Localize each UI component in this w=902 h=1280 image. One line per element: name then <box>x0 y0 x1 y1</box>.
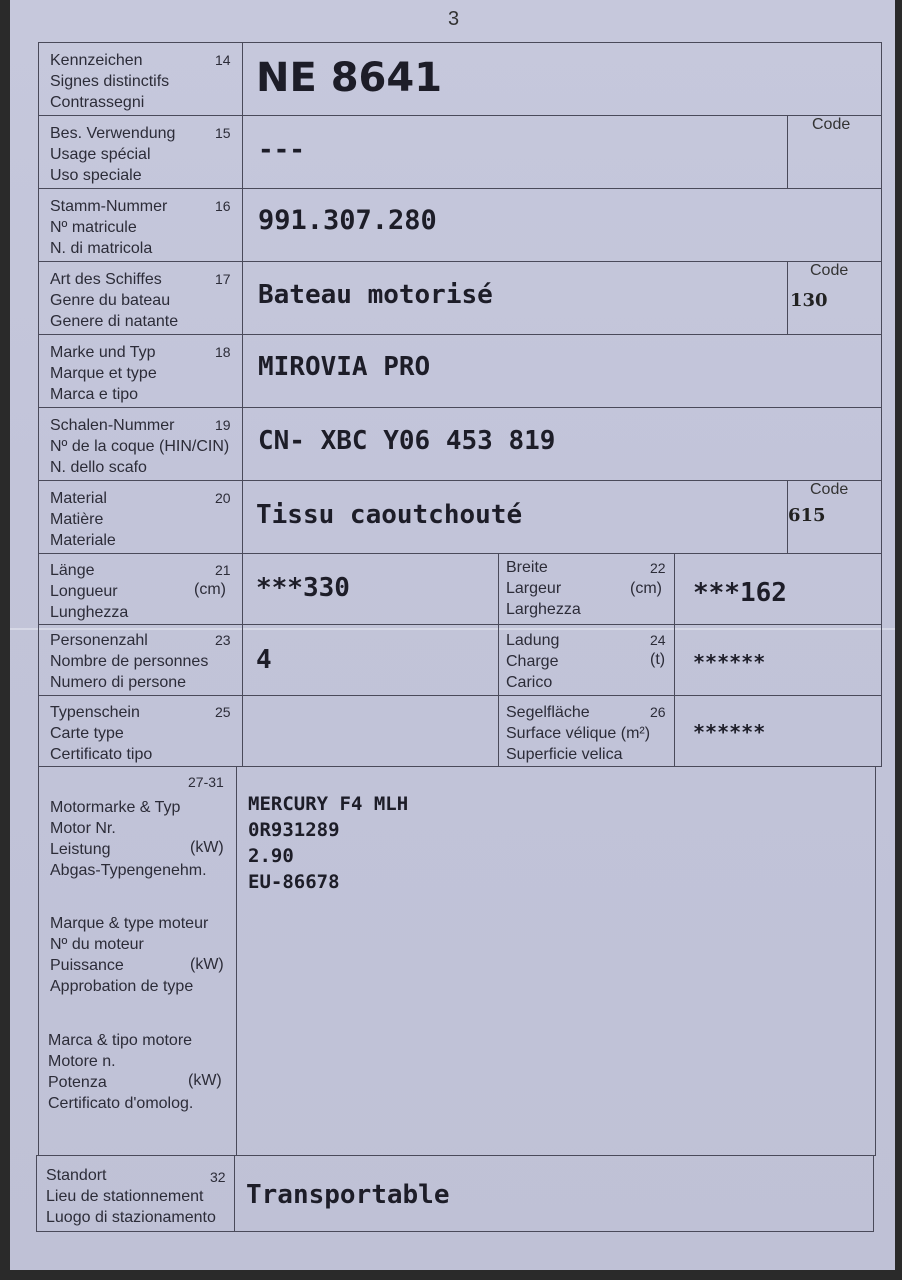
material-value: Tissu caoutchouté <box>256 500 523 530</box>
engine-unit-it: (kW) <box>188 1072 222 1089</box>
field-value-cell <box>242 695 499 767</box>
width-value: ***162 <box>693 578 787 608</box>
page-number: 3 <box>448 8 460 30</box>
field-18-label: Marke und Typ Marque et type Marca e tipo <box>50 344 157 403</box>
field-21-unit: (cm) <box>194 581 226 598</box>
field-32-label: Standort Lieu de stationnement Luogo di stazionamento <box>46 1167 216 1226</box>
load-value: ****** <box>693 650 766 674</box>
field-16-number: 16 <box>215 198 231 214</box>
field-19-label: Schalen-Nummer Nº de la coque (HIN/CIN) N. dello scafo <box>50 417 230 476</box>
location-value: Transportable <box>246 1180 450 1210</box>
code-label: Code <box>810 262 849 279</box>
field-24-label: Ladung Charge Carico <box>506 632 560 691</box>
engine-labels-it: Marca & tipo motore Motore n. Potenza Certificato d'omolog. <box>48 1032 194 1112</box>
code-label: Code <box>810 481 849 498</box>
licence-plate-value: NE 8641 <box>256 55 443 101</box>
field-15-number: 15 <box>215 125 231 141</box>
field-value-cell <box>242 624 499 696</box>
field-24-number: 24 <box>650 632 666 648</box>
registration-document-page <box>10 0 895 1270</box>
field-25-number: 25 <box>215 704 231 720</box>
engine-power-value: 2.90 <box>248 845 294 867</box>
sail-area-value: ****** <box>693 720 766 744</box>
engine-values <box>248 791 408 895</box>
boat-type-value: Bateau motorisé <box>258 280 493 310</box>
field-20-number: 20 <box>215 490 231 506</box>
engine-labels-fr: Marque & type moteur Nº du moteur Puissance Approbation de type <box>50 915 209 995</box>
field-17-number: 17 <box>215 271 231 287</box>
engine-make-value: MERCURY F4 MLH <box>248 793 409 815</box>
field-21-label: Länge Longueur Lunghezza <box>50 562 129 621</box>
field-32-number: 32 <box>210 1169 226 1185</box>
field-23-label: Personenzahl Nombre de personnes Numero di persone <box>50 632 209 691</box>
field-25-label: Typenschein Carte type Certificato tipo <box>50 704 153 763</box>
make-model-value: MIROVIA PRO <box>258 352 431 382</box>
field-19-number: 19 <box>215 417 231 433</box>
boat-type-code: 130 <box>790 290 828 311</box>
field-20-label: Material Matière Materiale <box>50 490 116 549</box>
field-26-label: Segelfläche Surface vélique (m²) Superficie velica <box>506 704 651 763</box>
field-14-number: 14 <box>215 52 231 68</box>
field-14-label: Kennzeichen Signes distinctifs Contrassegni <box>50 52 170 111</box>
registration-number-value: 991.307.280 <box>258 205 437 236</box>
engine-number-value: 0R931289 <box>248 819 340 841</box>
field-22-unit: (cm) <box>630 580 662 597</box>
field-26-number: 26 <box>650 704 666 720</box>
field-24-unit: (t) <box>650 651 666 668</box>
material-code: 615 <box>788 505 826 526</box>
field-21-number: 21 <box>215 562 231 578</box>
field-15-label: Bes. Verwendung Usage spécial Uso speciale <box>50 125 176 184</box>
engine-approval-value: EU-86678 <box>248 871 340 893</box>
field-16-label: Stamm-Nummer Nº matricule N. di matricola <box>50 198 168 257</box>
field-27-31-number: 27-31 <box>188 774 224 790</box>
engine-labels-de: Motormarke & Typ Motor Nr. Leistung Abgas-Typengenehm. <box>50 799 207 879</box>
code-label: Code <box>812 116 851 133</box>
field-18-number: 18 <box>215 344 231 360</box>
hull-number-value: CN- XBC Y06 453 819 <box>258 426 556 456</box>
persons-value: 4 <box>256 645 272 675</box>
engine-unit-fr: (kW) <box>190 956 224 973</box>
length-value: ***330 <box>256 573 350 603</box>
field-23-number: 23 <box>215 632 231 648</box>
field-17-label: Art des Schiffes Genre du bateau Genere di natante <box>50 271 179 330</box>
special-use-value: --- <box>258 135 305 165</box>
field-22-number: 22 <box>650 560 666 576</box>
field-value-cell <box>242 115 788 189</box>
field-22-label: Breite Largeur Larghezza <box>506 559 581 618</box>
engine-unit-de: (kW) <box>190 839 224 856</box>
